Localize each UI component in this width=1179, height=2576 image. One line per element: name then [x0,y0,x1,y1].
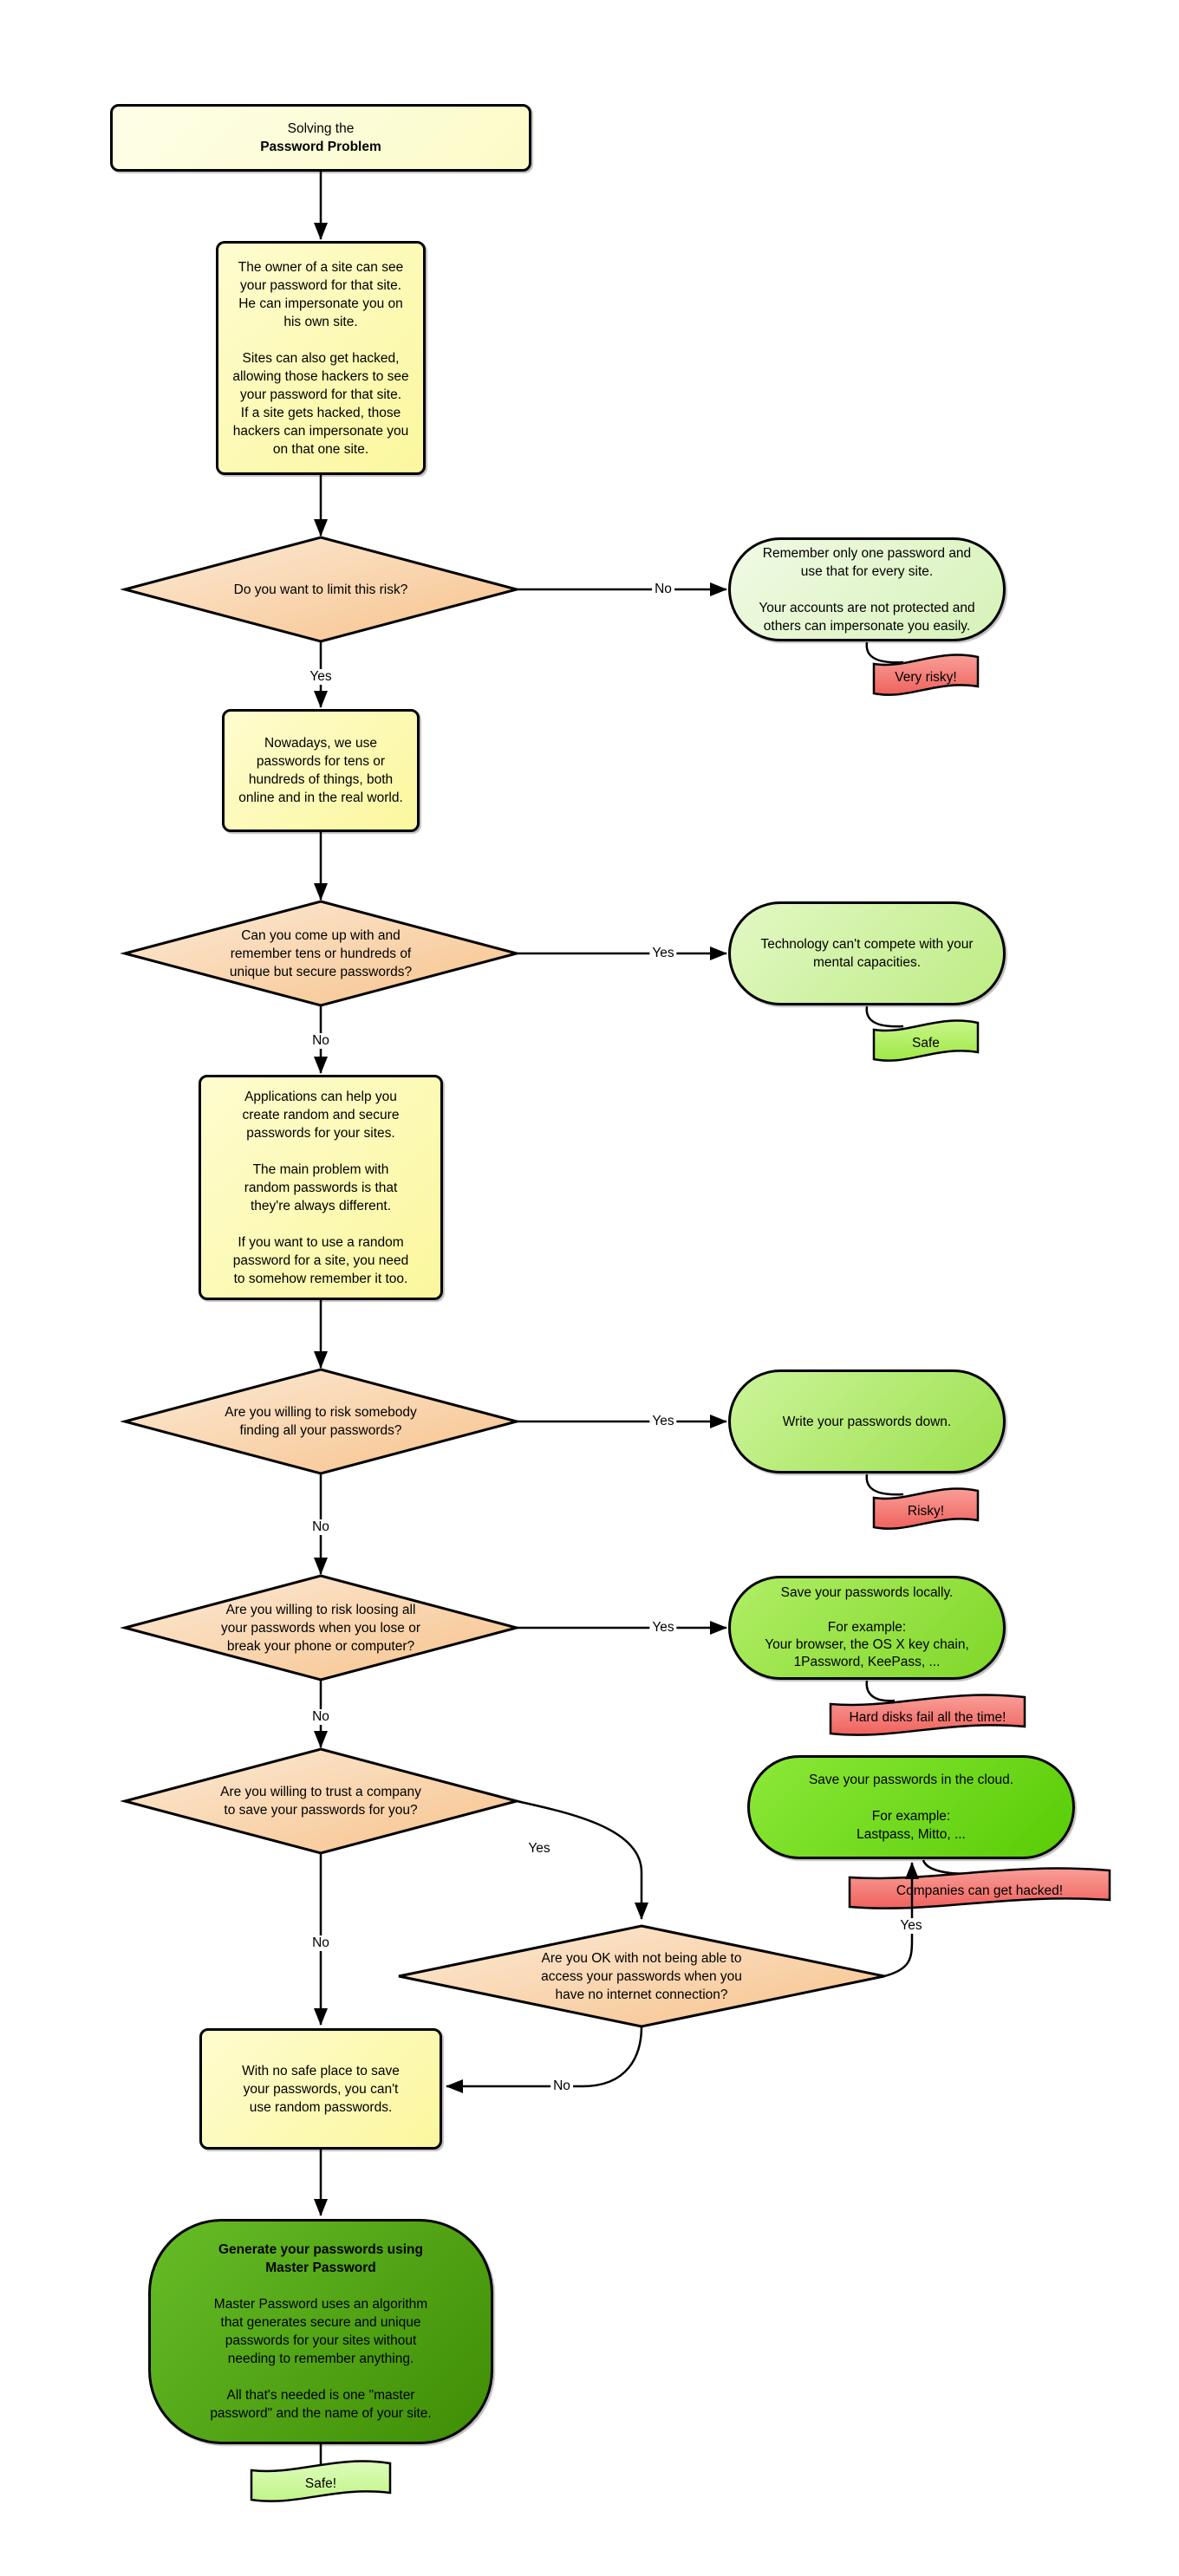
edge-label-offline-yes: Yes [897,1918,924,1934]
info-site-owner-text: The owner of a site can see your password for that site. He can impersonate you on his own site. Sites can also get hacked, allowing those hackers to see your password for that site. If a site gets hacked, those hackers can impersonate you on that one site. [232,259,409,457]
edge-label-limitrisk-yes: Yes [307,669,334,685]
start-node [110,104,531,172]
decision-remember-many [125,901,517,1005]
info-node-applications [199,1075,443,1300]
decision-offline [399,1926,884,2026]
decision-risk-lose-text: Are you willing to risk loosing all your passwords when you lose or break your phone or computer? [220,1602,421,1654]
start-line2: Password Problem [260,140,381,154]
edge-label-remembermany-no: No [309,1033,332,1049]
tag-hard-disks-text: Hard disks fail all the time! [849,1709,1006,1725]
info-nowadays-text: Nowadays, we use passwords for tens or hundreds of things, both online and in the real world. [238,736,403,805]
edge-label-risklose-no: No [309,1709,332,1725]
result-node-one-password [728,537,1006,641]
result-save-locally-text: Save your passwords locally. For example: Your browser, the OS X key chain, 1Password, KeePass, ... [765,1585,969,1669]
tag-companies-hacked-text: Companies can get hacked! [896,1883,1064,1898]
master-password-text: Master Password uses an algorithm that generates secure and unique passwords for your sites without needing to remember anything. All that's needed is one "master password" and the name of your site. [210,2297,432,2421]
tag-very-risky-ribbon [874,655,978,695]
start-line1: Solving the [287,121,355,136]
tag-hard-disks-ribbon [831,1695,1025,1735]
result-node-technology [728,901,1006,1005]
decision-limit-risk [125,537,517,641]
info-node-no-safe-place [199,2028,442,2150]
info-node-nowadays [222,709,420,832]
connector-onepassword-to-veryrisky [867,642,903,662]
info-no-safe-place-text: With no safe place to save your passwords, you can't use random passwords. [242,2063,400,2115]
decision-trust-company [125,1749,517,1853]
result-node-write-down [728,1369,1006,1473]
decision-limit-risk-text: Do you want to limit this risk? [233,582,408,597]
tag-safe-final-ribbon [251,2462,390,2501]
edge-label-limitrisk-no: No [652,582,674,597]
edge-label-remembermany-yes: Yes [649,946,676,961]
tag-safe-final-text: Safe! [304,2475,337,2491]
edge-label-trustcompany-yes: Yes [525,1841,552,1857]
master-password-heading: Generate your passwords using Master Password [218,2242,423,2275]
result-write-down-text: Write your passwords down. [782,1414,952,1429]
decision-remember-many-text: Can you come up with and remember tens or hundreds of unique but secure passwords? [229,927,413,979]
edge-label-riskfound-yes: Yes [649,1414,676,1429]
edge-label-riskfound-no: No [309,1519,332,1535]
result-node-save-cloud [747,1755,1075,1859]
result-node-master-password [148,2219,493,2444]
tag-safe-text: Safe [912,1035,940,1051]
decision-risk-found-text: Are you willing to risk somebody finding all your passwords? [225,1405,417,1438]
result-one-password-text: Remember only one password and use that for every site. Your accounts are not protected and others can impersonate you easily. [759,545,975,634]
result-technology-text: Technology can't compete with your mental capacities. [760,937,974,970]
decision-offline-text: Are you OK with not being able to access your passwords when you have no internet connection? [541,1950,742,2002]
info-applications-text: Applications can help you create random and secure passwords for your sites. The main problem with random passwords is that they're always different. If you want to use a random password for a site, you need to somehow remember it too. [232,1089,409,1286]
tag-risky-text: Risky! [907,1503,945,1519]
edge-label-offline-no: No [550,2078,573,2094]
connector-savelocally-to-harddisks [867,1681,895,1701]
decision-risk-lose [125,1576,517,1680]
result-node-save-locally [728,1576,1006,1680]
edge-label-risklose-yes: Yes [649,1620,676,1636]
tag-very-risky-text: Very risky! [895,669,957,685]
result-save-cloud-text: Save your passwords in the cloud. For example: Lastpass, Mitto, ... [808,1773,1014,1842]
tag-companies-hacked-ribbon [850,1869,1110,1909]
arrow-trustcompany-yes [517,1801,642,1919]
info-node-site-owner [216,241,426,475]
edge-label-trustcompany-no: No [309,1935,332,1951]
connector-technology-to-safe [867,1006,903,1026]
arrow-offline-no [446,2026,642,2086]
connector-writedown-to-risky [867,1474,903,1494]
decision-trust-company-text: Are you willing to trust a company to save your passwords for you? [220,1785,421,1818]
connector-savecloud-to-companies [923,1860,981,1874]
decision-risk-found [125,1369,517,1473]
